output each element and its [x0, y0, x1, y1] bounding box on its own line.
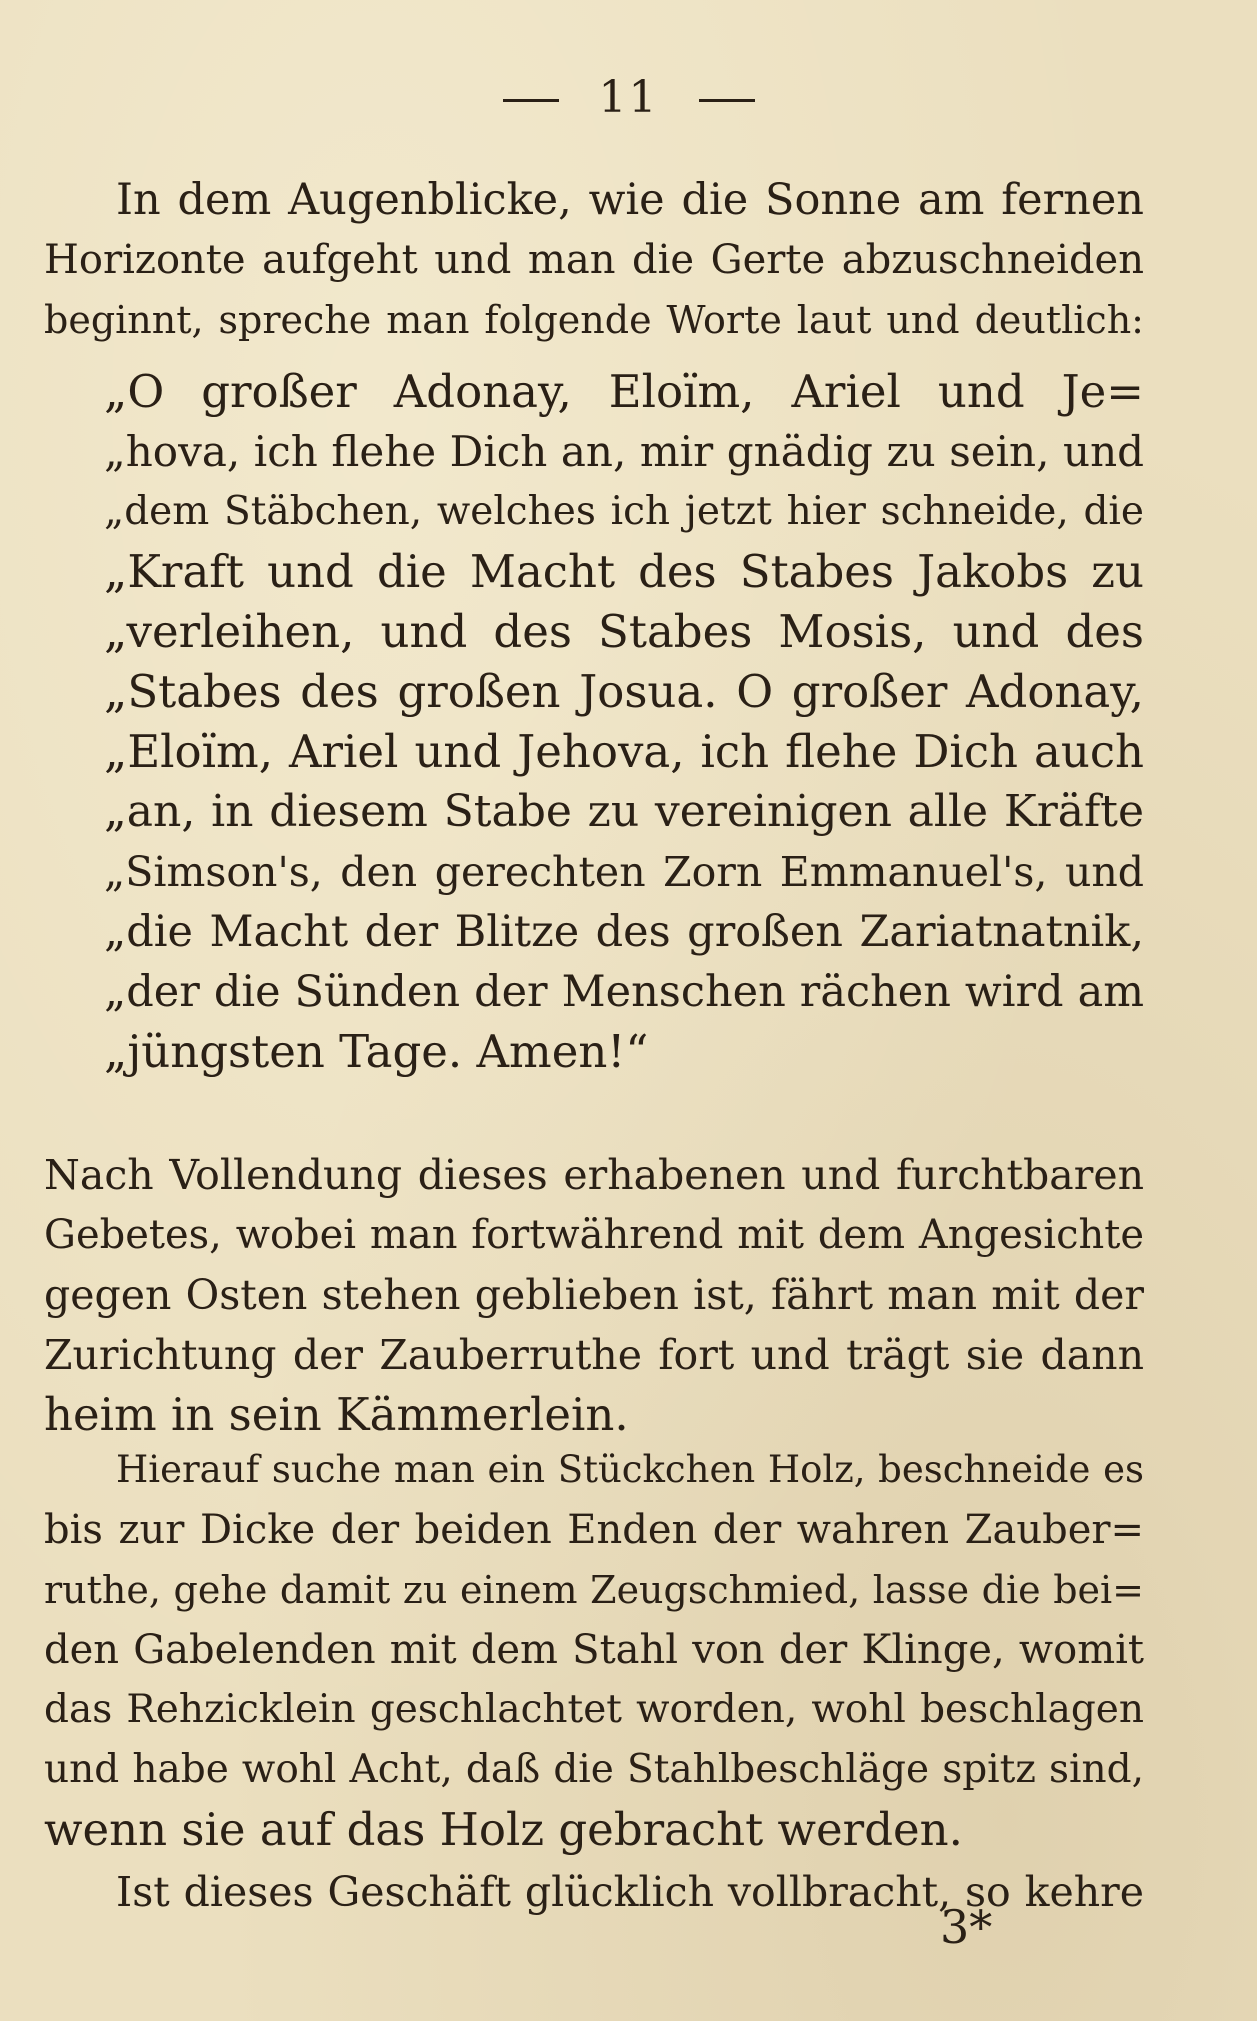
text-line: „Eloïm, Ariel und Jehova, ich flehe Dich auch: [104, 725, 1144, 778]
paragraph-3: [44, 1145, 1144, 1445]
page-number: 11: [598, 72, 659, 123]
text-line: Gebetes, wobei man fortwährend mit dem Angesichte: [44, 1212, 1144, 1258]
page-header: [0, 72, 1257, 123]
text-line: In dem Augenblicke, wie die Sonne am fernen: [116, 175, 1144, 225]
text-line: „dem Stäbchen, welches ich jetzt hier schneide, die: [104, 489, 1144, 534]
text-line: Hierauf suche man ein Stückchen Holz, beschneide es: [116, 1448, 1144, 1491]
paragraph-1: [44, 170, 1144, 350]
text-line: „Stabes des großen Josua. O großer Adonay,: [104, 665, 1144, 718]
text-line: das Rehzicklein geschlachtet worden, wohl beschlagen: [44, 1687, 1144, 1732]
text-line: ruthe, gehe damit zu einem Zeugschmied, lasse die bei=: [44, 1568, 1144, 1612]
text-line: Ist dieses Geschäft glücklich vollbracht, so kehre: [116, 1868, 1144, 1916]
paragraph-4: [44, 1440, 1144, 1860]
text-line: „hova, ich flehe Dich an, mir gnädig zu sein, und: [104, 427, 1144, 476]
text-line: „verleihen, und des Stabes Mosis, und des: [104, 605, 1144, 658]
text-line: „Simson's, den gerechten Zorn Emmanuel's, und: [104, 848, 1144, 896]
text-line: wenn sie auf das Holz gebracht werden.: [44, 1803, 963, 1856]
text-line: „der die Sünden der Menschen rächen wird am: [104, 967, 1144, 1017]
text-line: den Gabelenden mit dem Stahl von der Klinge, womit: [44, 1627, 1144, 1673]
text-line: Nach Vollendung dieses erhabenen und furchtbaren: [44, 1151, 1144, 1199]
text-line: gegen Osten stehen geblieben ist, fährt man mit der: [44, 1271, 1144, 1319]
text-line: „Kraft und die Macht des Stabes Jakobs zu: [104, 545, 1144, 598]
header-dash-right: [699, 99, 755, 102]
text-line: Zurichtung der Zauberruthe fort und trägt sie dann: [44, 1331, 1144, 1379]
text-line: „O großer Adonay, Eloïm, Ariel und Je=: [104, 365, 1144, 418]
header-dash-left: [503, 99, 559, 102]
text-line: und habe wohl Acht, daß die Stahlbeschläge spitz sind,: [44, 1747, 1144, 1792]
text-line: Horizonte aufgeht und man die Gerte abzuschneiden: [44, 237, 1144, 283]
text-line: „an, in diesem Stabe zu vereinigen alle Kräfte: [104, 786, 1144, 837]
prayer-paragraph: [44, 362, 1144, 1082]
text-line: heim in sein Kämmerlein.: [44, 1388, 629, 1441]
text-line: bis zur Dicke der beiden Enden der wahren Zauber=: [44, 1507, 1144, 1553]
text-line: „die Macht der Blitze des großen Zariatnatnik,: [104, 907, 1144, 957]
signature-mark: 3*: [940, 1900, 993, 1954]
text-line: „jüngsten Tage. Amen!“: [104, 1025, 649, 1078]
text-line: beginnt, spreche man folgende Worte laut und deutlich:: [44, 298, 1144, 342]
